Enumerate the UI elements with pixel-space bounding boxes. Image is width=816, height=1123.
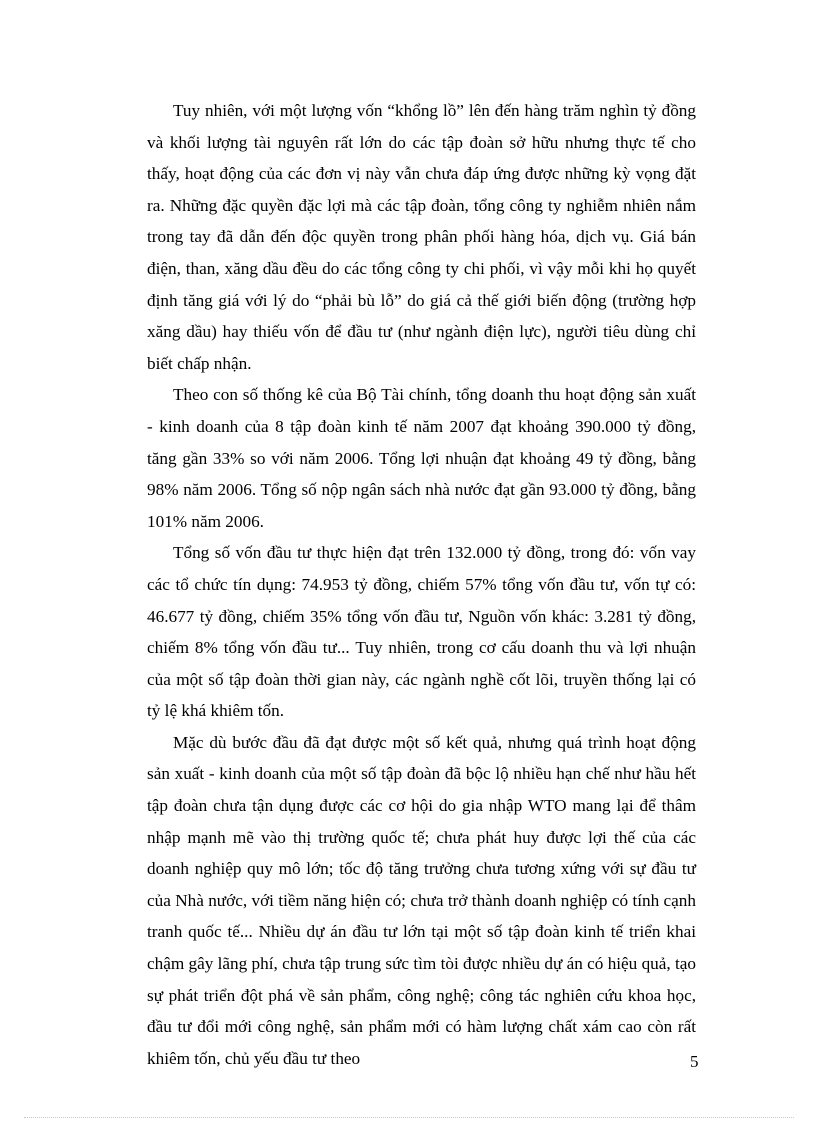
paragraph-1: Tuy nhiên, với một lượng vốn “khổng lồ” lên đến hàng trăm nghìn tỷ đồng và khối lượng tài nguyên rất lớn do các tập đoàn sở hữu nhưng thực tế cho thấy, hoạt động của các đơn vị này vẫn chưa đáp ứng được những kỳ vọng đặt ra. Những đặc quyền đặc lợi mà các tập đoàn, tổng công ty nghiễm nhiên nắm trong tay đã dẫn đến độc quyền trong phân phối hàng hóa, dịch vụ. Giá bán điện, than, xăng dầu đều do các tổng công ty chi phối, vì vậy mỗi khi họ quyết định tăng giá với lý do “phải bù lỗ” do giá cả thế giới biến động (trường hợp xăng dầu) hay thiếu vốn để đầu tư (như ngành điện lực), người tiêu dùng chỉ biết chấp nhận. bbox=[147, 101, 696, 373]
paragraph-3: Tổng số vốn đầu tư thực hiện đạt trên 132.000 tỷ đồng, trong đó: vốn vay các tổ chức tín dụng: 74.953 tỷ đồng, chiếm 57% tổng vốn đầu tư, vốn tự có: 46.677 tỷ đồng, chiếm 35% tổng vốn đầu tư, Nguồn vốn khác: 3.281 tỷ đồng, chiếm 8% tổng vốn đầu tư... Tuy nhiên, trong cơ cấu doanh thu và lợi nhuận của một số tập đoàn thời gian này, các ngành nghề cốt lõi, truyền thống lại có tỷ lệ khá khiêm tốn. bbox=[147, 543, 696, 721]
paragraph-2: Theo con số thống kê của Bộ Tài chính, tổng doanh thu hoạt động sản xuất - kinh doanh của 8 tập đoàn kinh tế năm 2007 đạt khoảng 390.000 tỷ đồng, tăng gần 33% so với năm 2006. Tổng lợi nhuận đạt khoảng 49 tỷ đồng, bằng 98% năm 2006. Tổng số nộp ngân sách nhà nước đạt gần 93.000 tỷ đồng, bằng 101% năm 2006. bbox=[147, 385, 696, 531]
paragraph-4: Mặc dù bước đầu đã đạt được một số kết quả, nhưng quá trình hoạt động sản xuất - kinh doanh của một số tập đoàn đã bộc lộ nhiều hạn chế như hầu hết tập đoàn chưa tận dụng được các cơ hội do gia nhập WTO mang lại để thâm nhập mạnh mẽ vào thị trường quốc tế; chưa phát huy được lợi thế của các doanh nghiệp quy mô lớn; tốc độ tăng trưởng chưa tương xứng với sự đầu tư của Nhà nước, với tiềm năng hiện có; chưa trở thành doanh nghiệp có tính cạnh tranh quốc tế... Nhiều dự án đầu tư lớn tại một số tập đoàn kinh tế triển khai chậm gây lãng phí, chưa tập trung sức tìm tòi được nhiều dự án có hiệu quả, tạo sự phát triển đột phá về sản phẩm, công nghệ; công tác nghiên cứu khoa học, đầu tư đổi mới công nghệ, sản phẩm mới có hàm lượng chất xám cao còn rất khiêm tốn, chủ yếu đầu tư theo bbox=[147, 732, 696, 1068]
page-number: 5 bbox=[690, 1052, 699, 1071]
page-bottom-border bbox=[24, 1117, 794, 1118]
document-body bbox=[147, 95, 696, 1074]
